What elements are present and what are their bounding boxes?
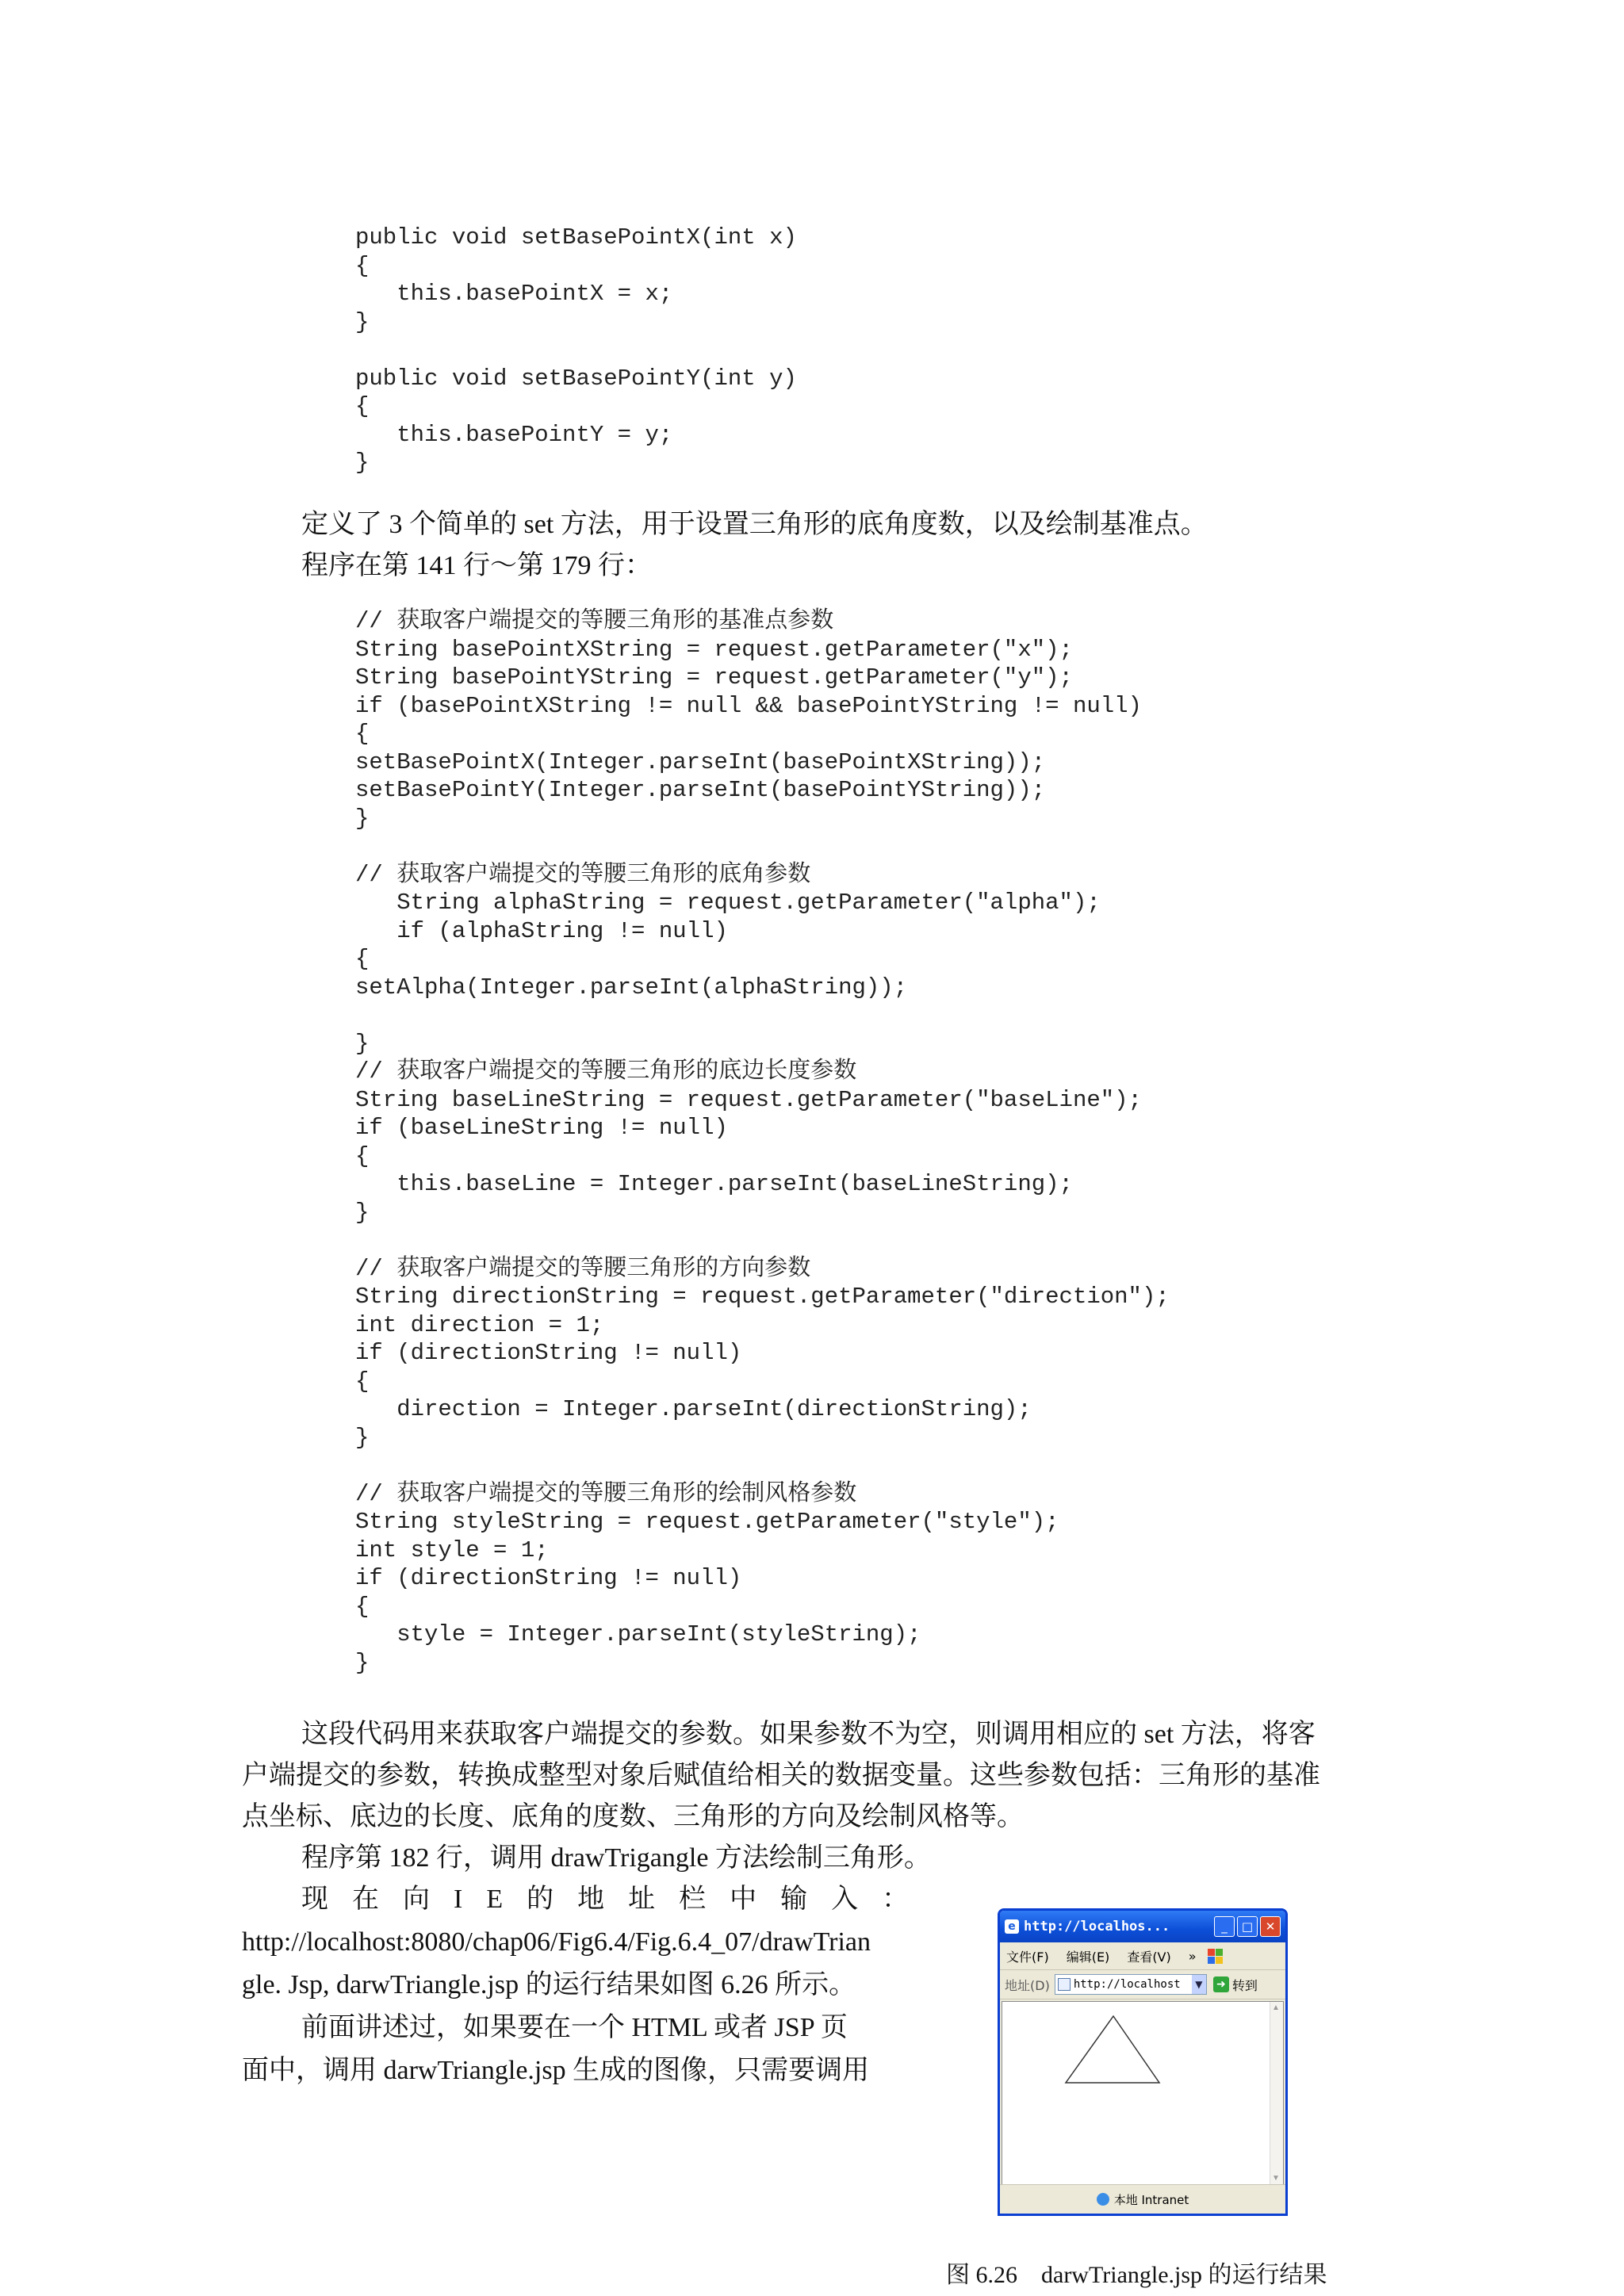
code-line: String basePointXString = request.getParameter("x");: [355, 636, 1073, 663]
code-line: setBasePointX(Integer.parseInt(basePointXString));: [355, 748, 1046, 775]
paragraph-enter-url-line-2: http://localhost:8080/chap06/Fig6.4/Fig.6.4_07/drawTrian: [242, 1927, 871, 1957]
code-line: setAlpha(Integer.parseInt(alphaString));: [355, 974, 908, 1001]
code-line: // 获取客户端提交的等腰三角形的底边长度参数: [355, 1058, 857, 1085]
code-line: // 获取客户端提交的等腰三角形的基准点参数: [355, 608, 834, 634]
code-line: // 获取客户端提交的等腰三角形的底角参数: [355, 861, 811, 888]
address-value: http://localhost: [1073, 1978, 1181, 1991]
paragraph-line-range: 程序在第 141 行～第 179 行：: [301, 551, 652, 580]
code-line: if (directionString != null): [355, 1565, 742, 1591]
ie-logo-icon: e: [1005, 1919, 1019, 1934]
paragraph-set-methods: 定义了 3 个简单的 set 方法，用于设置三角形的底角度数，以及绘制基准点。: [301, 510, 1208, 539]
paragraph-explanation-line-1: 这段代码用来获取客户端提交的参数。如果参数不为空，则调用相应的 set 方法，将客: [301, 1720, 1316, 1749]
code-line: // 获取客户端提交的等腰三角形的绘制风格参数: [355, 1480, 857, 1507]
paragraph-enter-url-line-3: gle. Jsp, darwTriangle.jsp 的运行结果如图 6.26 所示。: [242, 1970, 856, 1999]
code-line: }: [355, 1030, 370, 1057]
windows-flag-icon: [1208, 1949, 1223, 1964]
code-line: }: [355, 308, 370, 335]
chevron-down-icon[interactable]: ▼: [1192, 1975, 1206, 1994]
code-block-setters: [355, 224, 797, 477]
menu-view[interactable]: 查看(V): [1127, 1949, 1171, 1965]
menu-file[interactable]: 文件(F): [1006, 1949, 1049, 1965]
code-line: // 获取客户端提交的等腰三角形的方向参数: [355, 1255, 811, 1282]
browser-status-bar: [1000, 2184, 1285, 2214]
go-button[interactable]: [1213, 1976, 1258, 1994]
paragraph-usage-line-2: 面中，调用 darwTriangle.jsp 生成的图像，只需要调用: [242, 2056, 870, 2085]
code-line: {: [355, 252, 370, 279]
code-line: String styleString = request.getParameter("style");: [355, 1509, 1059, 1535]
paragraph-usage-line-1: 前面讲述过，如果要在一个 HTML 或者 JSP 页: [301, 2013, 848, 2042]
code-line: String directionString = request.getParameter("direction");: [355, 1284, 1170, 1310]
code-line: String baseLineString = request.getParameter("baseLine");: [355, 1086, 1142, 1113]
code-line: }: [355, 450, 370, 476]
code-line: int direction = 1;: [355, 1311, 604, 1338]
close-icon[interactable]: ✕: [1260, 1916, 1281, 1937]
code-line: if (directionString != null): [355, 1340, 742, 1366]
code-line: [355, 832, 1170, 861]
browser-menu-bar: [1000, 1942, 1285, 1970]
scroll-down-icon[interactable]: ▼: [1272, 2174, 1280, 2183]
browser-window-figure: [998, 1908, 1288, 2216]
intranet-globe-icon: [1097, 2193, 1109, 2206]
code-line: this.basePointX = x;: [355, 281, 673, 307]
code-line: String basePointYString = request.getParameter("y");: [355, 664, 1073, 691]
browser-title: http://localhos...: [1024, 1919, 1170, 1934]
go-label: 转到: [1231, 1977, 1258, 1993]
triangle-image: [1002, 2002, 1270, 2184]
code-line: if (basePointXString != null && basePointYString != null): [355, 692, 1142, 719]
code-line: }: [355, 805, 370, 832]
code-line: this.basePointY = y;: [355, 421, 673, 448]
address-label: 地址(D): [1005, 1977, 1050, 1993]
code-line: [355, 1452, 1170, 1480]
code-line: int style = 1;: [355, 1536, 549, 1563]
address-input[interactable]: [1055, 1974, 1207, 1995]
code-line: {: [355, 721, 370, 747]
status-text: 本地 Intranet: [1113, 2192, 1189, 2207]
browser-title-bar: [1000, 1911, 1285, 1942]
maximize-icon[interactable]: □: [1237, 1916, 1258, 1937]
code-line: }: [355, 1424, 370, 1451]
browser-address-bar: [1000, 1970, 1285, 1999]
code-line: {: [355, 1593, 370, 1620]
code-line: String alphaString = request.getParameter("alpha");: [355, 890, 1101, 916]
code-line: {: [355, 1368, 370, 1395]
code-line: [355, 1226, 1170, 1255]
browser-content: [1002, 2001, 1284, 2185]
go-arrow-icon: ➜: [1213, 1976, 1229, 1992]
minimize-icon[interactable]: _: [1214, 1916, 1235, 1937]
code-line: direction = Integer.parseInt(directionString);: [355, 1396, 1032, 1422]
code-line: }: [355, 1199, 370, 1226]
scroll-up-icon[interactable]: ▲: [1272, 2003, 1280, 2012]
code-block-parameters: [355, 607, 1170, 1677]
triangle-shape: [1066, 2016, 1159, 2083]
code-line: {: [355, 946, 370, 972]
menu-edit[interactable]: 编辑(E): [1066, 1949, 1110, 1965]
paragraph-enter-url-line-1: 现在向IE的地址栏中输入：: [301, 1885, 933, 1914]
code-line: setBasePointY(Integer.parseInt(basePointYString));: [355, 777, 1046, 803]
code-line: this.baseLine = Integer.parseInt(baseLineString);: [355, 1171, 1073, 1197]
menu-more[interactable]: »: [1188, 1948, 1197, 1964]
code-line: style = Integer.parseInt(styleString);: [355, 1621, 921, 1647]
paragraph-draw-call: 程序第 182 行，调用 drawTrigangle 方法绘制三角形。: [301, 1843, 931, 1873]
paragraph-explanation-line-3: 点坐标、底边的长度、底角的度数、三角形的方向及绘制风格等。: [242, 1802, 1024, 1831]
code-line: if (baseLineString != null): [355, 1115, 728, 1141]
code-line: }: [355, 1649, 370, 1676]
code-line: if (alphaString != null): [355, 917, 728, 944]
code-line: [355, 1001, 1170, 1030]
code-line: {: [355, 393, 370, 419]
code-line: {: [355, 1142, 370, 1169]
page-icon: [1058, 1978, 1071, 1991]
code-line: public void setBasePointY(int y): [355, 365, 797, 392]
code-line: [355, 336, 797, 365]
paragraph-explanation-line-2: 户端提交的参数，转换成整型对象后赋值给相关的数据变量。这些参数包括：三角形的基准: [242, 1761, 1320, 1790]
code-line: public void setBasePointX(int x): [355, 224, 797, 251]
figure-caption: 图 6.26 darwTriangle.jsp 的运行结果: [946, 2262, 1327, 2288]
vertical-scrollbar[interactable]: [1270, 2002, 1283, 2184]
